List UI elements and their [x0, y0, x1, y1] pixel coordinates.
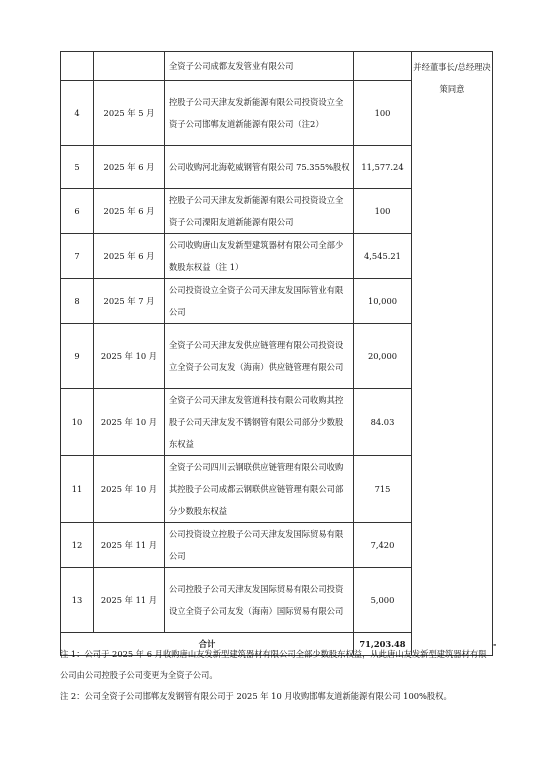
- row-amount: 11,577.24: [354, 146, 412, 189]
- row-desc: 公司控股子公司天津友发国际贸易有限公司投资设立全资子公司友发（海南）国际贸易有限公司: [165, 568, 354, 633]
- row-no: 12: [61, 523, 94, 568]
- row-amount: 84.03: [354, 389, 412, 456]
- row-desc: 全资子公司天津友发管道科技有限公司收购其控股子公司天津友发不锈钢管有限公司部分少数股东权益: [165, 389, 354, 456]
- row-amount: 20,000: [354, 324, 412, 389]
- row-date: 2025 年 11 月: [94, 568, 165, 633]
- row-date: 2025 年 10 月: [94, 456, 165, 523]
- row-desc: 全资子公司天津友发供应链管理有限公司投资设立全资子公司友发（海南）供应链管理有限公司: [165, 324, 354, 389]
- total-amount: 71,203.48: [354, 633, 412, 656]
- row-amount: 715: [354, 456, 412, 523]
- footnote-1: 注 1：公司于 2025 年 6 月收购唐山友发新型建筑器材有限公司全部少数股东权益，从此唐山友发新型建筑器材有限公司由公司控股子公司变更为全资子公司。: [60, 649, 487, 680]
- row-date: 2025 年 10 月: [94, 389, 165, 456]
- row-no: 5: [61, 146, 94, 189]
- row-date: 2025 年 5 月: [94, 81, 165, 146]
- footnote-2: 注 2：公司全资子公司邯郸友发钢管有限公司于 2025 年 10 月收购邯郸友道新能源有限公司 100%股权。: [60, 691, 452, 701]
- row-amount: 10,000: [354, 279, 412, 324]
- row-no: 13: [61, 568, 94, 633]
- row-desc: 控股子公司天津友发新能源有限公司投资设立全资子公司溧阳友道新能源有限公司: [165, 189, 354, 234]
- approval-cell: 并经董事长/总经理决策同意: [412, 52, 493, 656]
- row-date: [94, 52, 165, 81]
- row-no: [61, 52, 94, 81]
- row-date: 2025 年 7 月: [94, 279, 165, 324]
- row-date: 2025 年 11 月: [94, 523, 165, 568]
- row-amount: 4,545.21: [354, 234, 412, 279]
- investment-table: [60, 51, 497, 656]
- row-no: 4: [61, 81, 94, 146]
- row-desc: 全资子公司成都友发管业有限公司: [165, 52, 354, 81]
- row-desc: 公司投资设立控股子公司天津友发国际贸易有限公司: [165, 523, 354, 568]
- row-desc: 公司投资设立全资子公司天津友发国际管业有限公司: [165, 279, 354, 324]
- total-label: 合计: [61, 633, 354, 656]
- table-row: [61, 52, 493, 81]
- row-no: 10: [61, 389, 94, 456]
- row-date: 2025 年 6 月: [94, 189, 165, 234]
- row-no: 7: [61, 234, 94, 279]
- row-date: 2025 年 6 月: [94, 234, 165, 279]
- row-date: 2025 年 6 月: [94, 146, 165, 189]
- row-desc: 控股子公司天津友发新能源有限公司投资设立全资子公司邯郸友道新能源有限公司（注2）: [165, 81, 354, 146]
- row-no: 11: [61, 456, 94, 523]
- row-amount: 7,420: [354, 523, 412, 568]
- row-date: 2025 年 10 月: [94, 324, 165, 389]
- row-amount: 100: [354, 81, 412, 146]
- row-amount: 100: [354, 189, 412, 234]
- row-desc: 公司收购唐山友发新型建筑器材有限公司全部少数股东权益（注 1）: [165, 234, 354, 279]
- total-row: 合计 71,203.48 -: [61, 633, 493, 656]
- row-desc: 公司收购河北海乾威钢管有限公司 75.355%股权: [165, 146, 354, 189]
- row-no: 9: [61, 324, 94, 389]
- row-no: 8: [61, 279, 94, 324]
- row-amount: 5,000: [354, 568, 412, 633]
- row-desc: 全资子公司四川云钢联供应链管理有限公司收购其控股子公司成都云钢联供应链管理有限公司部分少数股东权益: [165, 456, 354, 523]
- row-amount: [354, 52, 412, 81]
- row-no: 6: [61, 189, 94, 234]
